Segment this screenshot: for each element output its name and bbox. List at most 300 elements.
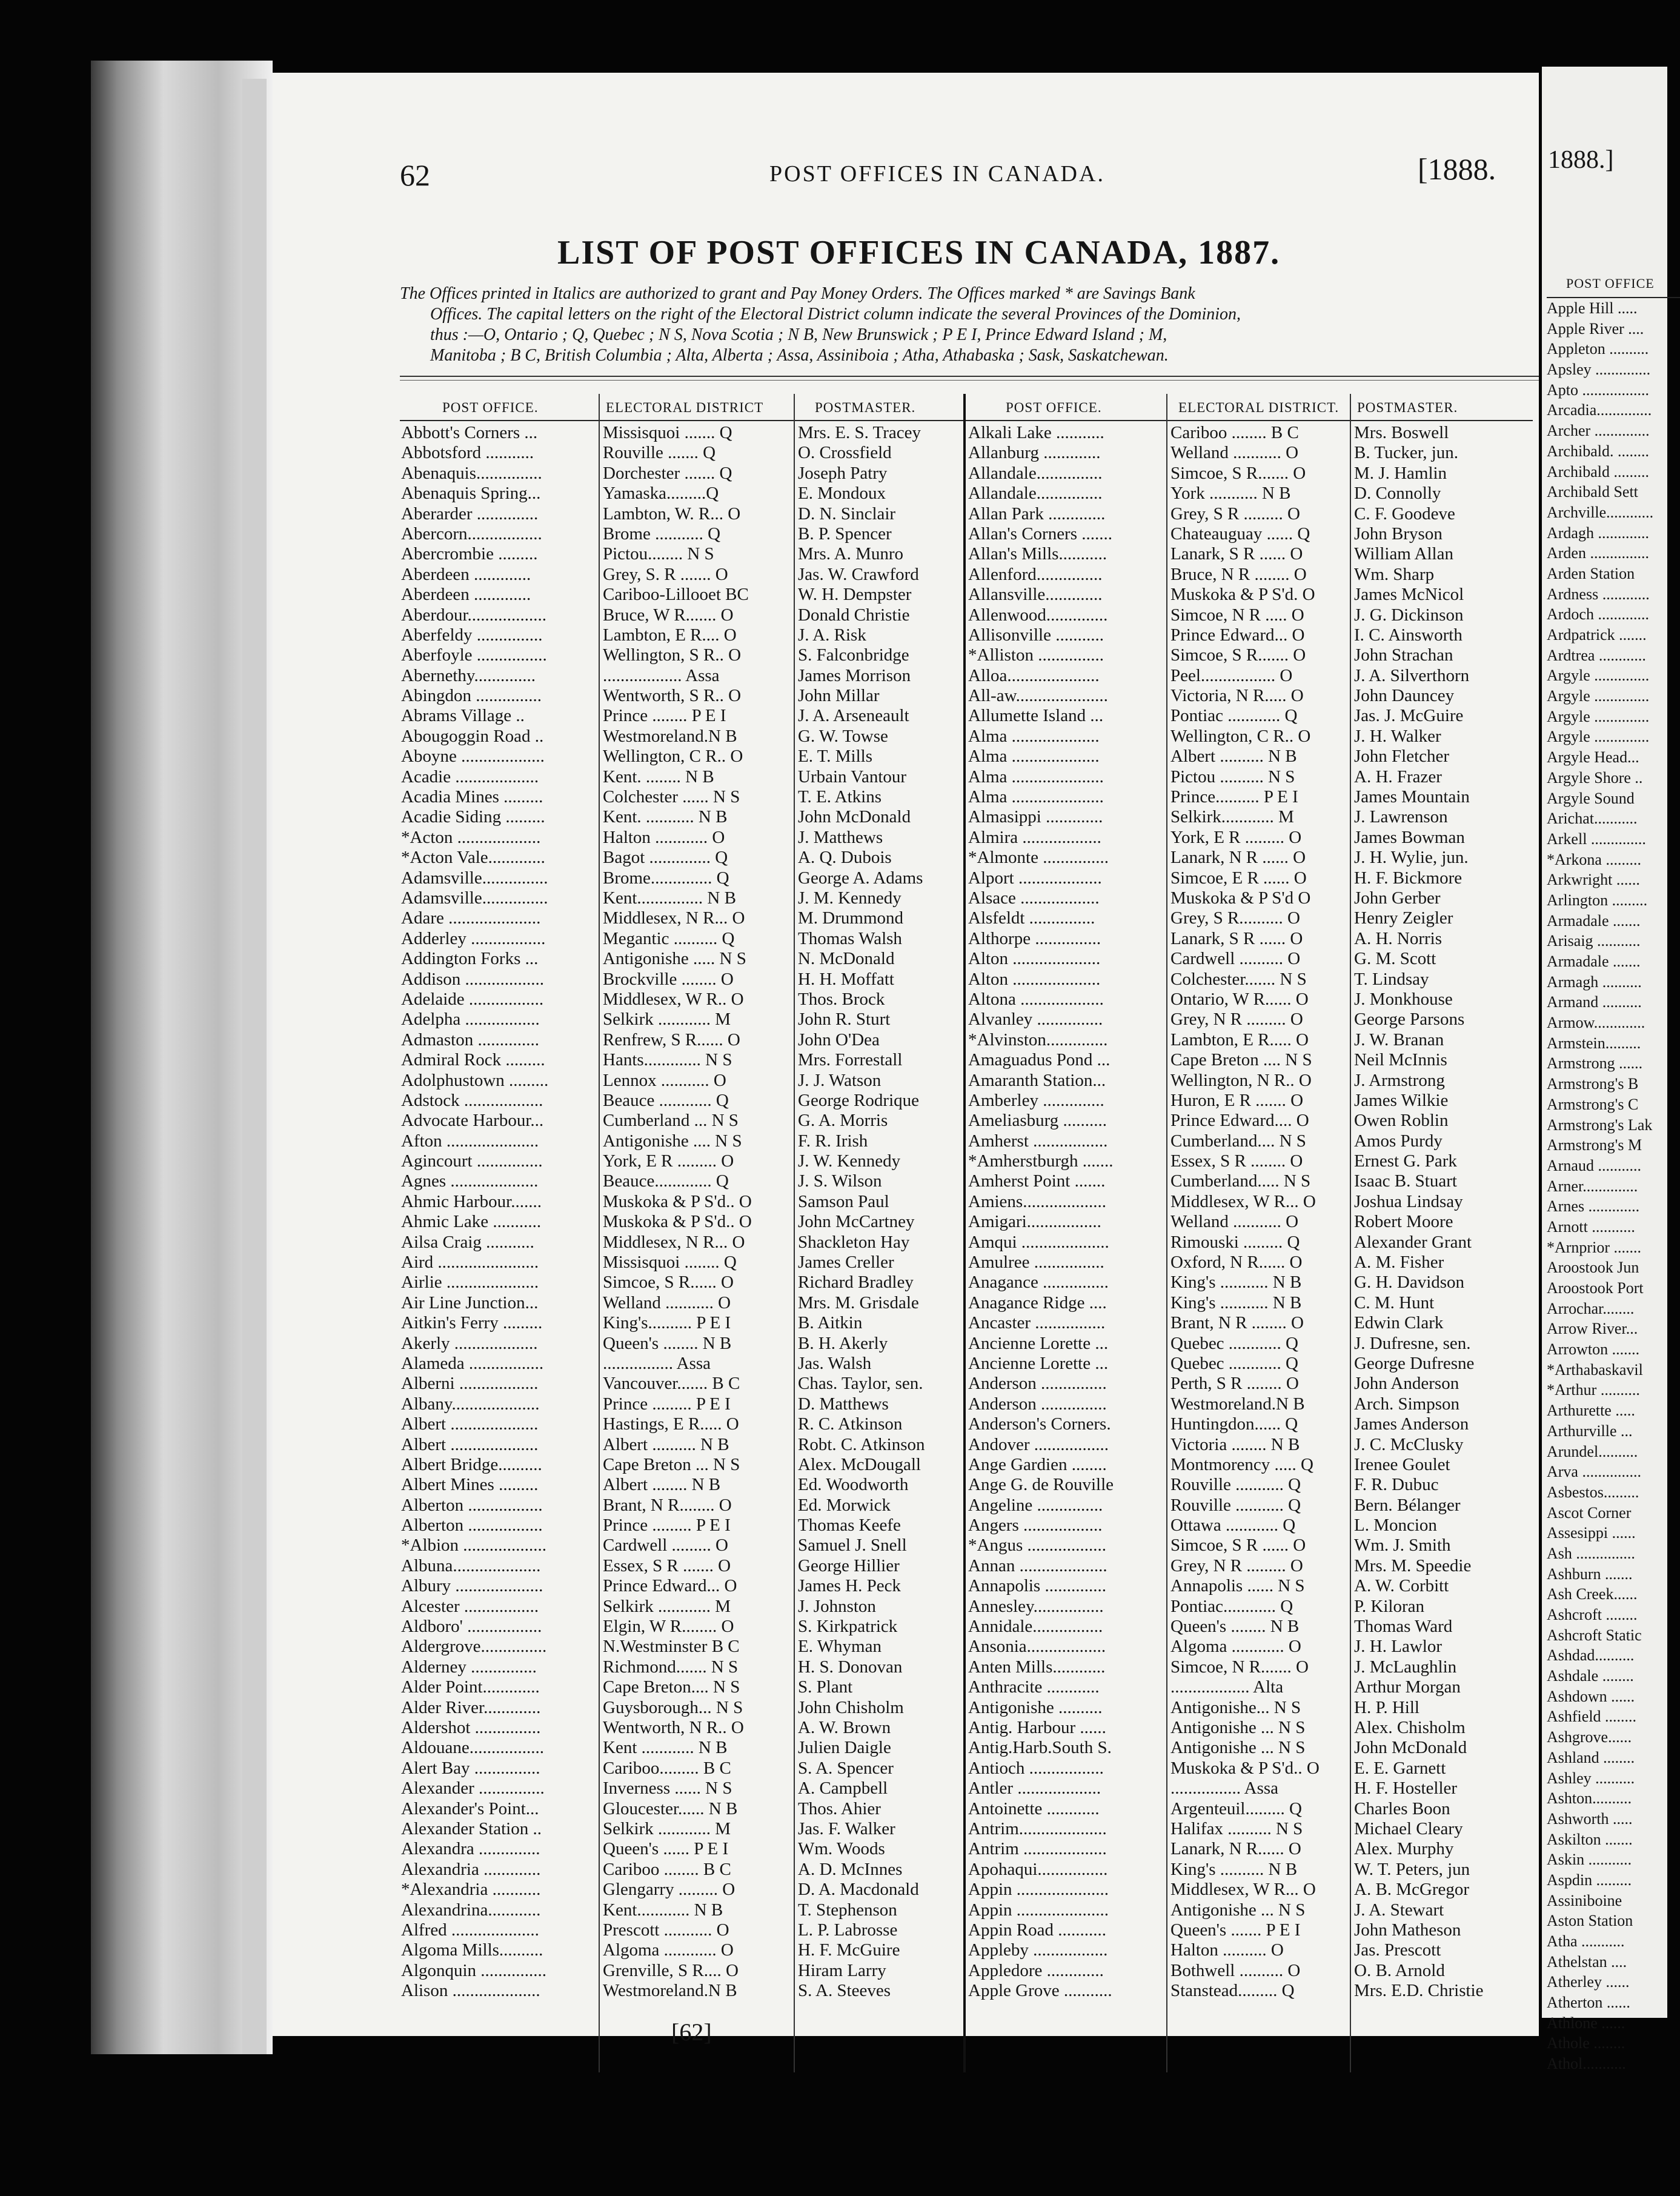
post-office-entry: Antrim.................... [968,1818,1107,1838]
postmaster-entry: T. Lindsay [1354,969,1429,989]
electoral-district-entry: Colchester ...... N S [603,787,740,807]
electoral-district-entry: Simcoe, S R...... O [603,1273,734,1293]
post-office-entry: Allan Park ............. [968,504,1106,524]
postmaster-entry: Alexander Grant [1354,1232,1472,1252]
electoral-district-entry: Muskoka & P S'd.. O [603,1191,752,1211]
post-office-entry: Allisonville ........... [968,625,1104,645]
post-office-entry: Anagance ............... [968,1273,1109,1293]
electoral-district-entry: Richmond....... N S [603,1657,739,1677]
electoral-district-entry: Middlesex, W R... O [1170,1191,1316,1211]
postmaster-entry: J. A. Stewart [1354,1900,1444,1920]
postmaster-entry: J. W. Branan [1354,1030,1444,1050]
electoral-district-entry: Prince.......... P E I [1170,787,1298,807]
next-page-post-office-column [1547,297,1680,2074]
postmaster-entry: B. P. Spencer [798,524,892,544]
electoral-district-entry: Welland ........... O [1170,443,1299,463]
next-page-entry: Assiniboine [1547,1891,1622,1909]
next-page-entry: Ash ............... [1547,1544,1635,1562]
electoral-district-entry: Ontario, W R...... O [1170,989,1309,1009]
postmaster-entry: C. M. Hunt [1354,1293,1435,1313]
postmaster-entry: Mrs. E.D. Christie [1354,1981,1484,2001]
postmaster-entry: John McDonald [798,807,911,827]
postmaster-entry: Jas. F. Walker [798,1818,895,1838]
electoral-district-entry: Pictou........ N S [603,544,714,564]
post-office-entry: Aberdeen ............. [401,564,531,584]
post-office-entry: Ancaster ................ [968,1313,1106,1333]
post-office-entry: Anderson ............... [968,1374,1107,1394]
electoral-district-entry: Gloucester...... N B [603,1798,738,1818]
electoral-district-entry: .................. Assa [603,665,720,685]
post-office-entry: Allan's Corners ....... [968,524,1113,544]
post-office-entry: Ahmic Harbour....... [401,1191,542,1211]
postmaster-entry: J. H. Wylie, jun. [1354,848,1469,868]
postmaster-entry: J. G. Dickinson [1354,605,1464,625]
postmaster-entry: B. Tucker, jun. [1354,443,1459,463]
postmaster-entry: Michael Cleary [1354,1818,1463,1838]
postmaster-entry: T. E. Atkins [798,787,882,807]
postmaster-entry: G. H. Davidson [1354,1273,1465,1293]
next-page-entry: Ashcroft Static [1547,1626,1642,1644]
column-divider-center [963,394,966,2072]
electoral-district-entry: Essex, S R ........ O [1170,1151,1303,1171]
post-office-entry: Adstock .................. [401,1090,543,1110]
next-page-entry: Armand .......... [1547,993,1642,1011]
postmaster-entry: Hiram Larry [798,1960,886,1980]
electoral-district-entry: Cardwell ......... O [603,1536,728,1556]
postmaster-entry: S. A. Steeves [798,1981,891,2001]
electoral-district-entry: Antigonishe... N S [1170,1697,1301,1717]
postmaster-entry: J. W. Kennedy [798,1151,901,1171]
electoral-district-entry: Huntingdon...... Q [1170,1414,1298,1434]
postmaster-entry: Neil McInnis [1354,1050,1447,1070]
post-office-entry: Anderson ............... [968,1394,1107,1414]
postmaster-entry: Thomas Walsh [798,928,902,948]
post-office-entry: Aberdour.................. [401,605,547,625]
post-office-entry: Albert .................... [401,1414,539,1434]
postmaster-entry: John Strachan [1354,645,1453,665]
postmaster-entry: H. P. Hill [1354,1697,1419,1717]
next-page-entry: Ashburn ....... [1547,1565,1633,1583]
post-office-entry: Ahmic Lake ........... [401,1212,542,1232]
col-header-post-office: POST OFFICE. [442,400,539,415]
post-office-entry: Amulree ................ [968,1253,1104,1273]
next-page-entry: Asbestos......... [1547,1483,1639,1501]
electoral-district-entry: Bothwell .......... O [1170,1960,1301,1980]
electoral-district-entry: Antigonishe ... N S [1170,1718,1306,1737]
postmaster-entry: D. Matthews [798,1394,889,1414]
post-office-entry: Alma .................... [968,726,1100,746]
electoral-district-entry: Brant, N R........ O [603,1495,732,1515]
post-office-entry: Abbott's Corners ... [401,423,538,442]
column-divider [1350,394,1351,2072]
intro-line: thus :—O, Ontario ; Q, Quebec ; N S, Nova Scotia ; N B, New Brunswick ; P E I, Prince Edward Island ; M, [430,325,1167,344]
electoral-district-entry: Cape Breton.... N S [603,1677,740,1697]
postmaster-entry: M. Drummond [798,908,903,928]
next-page-entry: Armadale ....... [1547,953,1641,970]
next-page-entry: Archibald. ........ [1547,442,1649,460]
post-office-entry: Antig. Harbour ...... [968,1718,1106,1737]
electoral-district-entry: Dorchester ....... Q [603,463,732,483]
post-office-entry: Alison .................... [401,1981,540,2001]
electoral-district-entry: Pontiac............ Q [1170,1596,1293,1616]
post-office-entry: Abrams Village .. [401,706,525,726]
postmaster-entry: John O'Dea [798,1030,880,1050]
post-office-entry: Ansonia.................. [968,1637,1106,1657]
next-page-entry: Athlone ...... [1547,2014,1625,2032]
electoral-district-entry: Lanark, N R...... O [1170,1839,1301,1859]
electoral-district-entry: Kent ............ N B [603,1738,728,1758]
column-divider [794,394,795,2072]
post-office-entry: Alloa..................... [968,665,1100,685]
intro-paragraph [400,284,1539,366]
electoral-district-entry: Grey, S R ......... O [1170,504,1301,524]
post-office-entry: Ange Gardien ........ [968,1454,1107,1474]
postmaster-entry: B. Aitkin [798,1313,863,1333]
next-page-entry: Arthurette ..... [1547,1402,1635,1420]
postmaster-entry: John Millar [798,686,880,706]
electoral-district-entry: Cariboo......... B C [603,1758,731,1778]
electoral-district-entry: Missisquoi ........ Q [603,1253,737,1273]
postmaster-entry: F. R. Dubuc [1354,1475,1439,1495]
postmaster-entry: Ed. Woodworth [798,1475,909,1495]
post-office-entry: Adare ..................... [401,908,541,928]
electoral-district-entry: Bruce, N R ........ O [1170,564,1307,584]
electoral-district-entry: Prescott ........... O [603,1920,729,1940]
right-district-column [1170,423,1347,2001]
electoral-district-entry: Antigonishe .... N S [603,1131,742,1151]
book-spine-edge [91,61,273,2054]
next-page-entry: Argyle .............. [1547,687,1650,705]
postmaster-entry: E. E. Garnett [1354,1758,1446,1778]
post-office-entry: Alberton ................. [401,1495,543,1515]
post-office-entry: Airlie ..................... [401,1273,539,1293]
postmaster-entry: William Allan [1354,544,1453,564]
post-office-entry: Antoinette ............ [968,1798,1100,1818]
post-office-entry: Aberfoyle ................ [401,645,547,665]
postmaster-entry: S. A. Spencer [798,1758,894,1778]
post-office-entry: Amiens................... [968,1191,1106,1211]
electoral-district-entry: Brome ........... Q [603,524,721,544]
postmaster-entry: L. P. Labrosse [798,1920,898,1940]
postmaster-entry: Jas. Walsh [798,1353,872,1373]
postmaster-entry: O. Crossfield [798,443,892,463]
next-page-entry: *Arkona ......... [1547,850,1641,868]
next-page-entry: Ashdad.......... [1547,1646,1635,1665]
next-page-entry: Argyle Head... [1547,748,1639,767]
postmaster-entry: J. H. Lawlor [1354,1637,1442,1657]
electoral-district-entry: Simcoe, N R....... O [1170,1657,1309,1677]
page-number: 62 [400,158,430,192]
next-page-entry: Aroostook Port [1547,1279,1644,1297]
next-page-entry: Ardoch ............. [1547,605,1649,624]
post-office-entry: Abougoggin Road .. [401,726,544,746]
postmaster-entry: J. Johnston [798,1596,876,1616]
postmaster-entry: Alex. Murphy [1354,1839,1454,1859]
postmaster-entry: Wm. J. Smith [1354,1536,1451,1556]
electoral-district-entry: Albert .......... N B [1170,747,1297,767]
post-office-entry: Alport ................... [968,868,1102,888]
postmaster-entry: T. Stephenson [798,1900,897,1920]
post-office-entry: Alder Point............. [401,1677,540,1697]
post-office-entry: Aitkin's Ferry ......... [401,1313,543,1333]
electoral-district-entry: Grey, S. R ....... O [603,564,728,584]
postmaster-entry: James H. Peck [798,1576,901,1596]
postmaster-entry: Mrs. M. Grisdale [798,1293,919,1313]
post-office-entry: Adamsville............... [401,868,548,888]
postmaster-entry: John Matheson [1354,1920,1461,1940]
post-office-entry: Alexander's Point... [401,1798,539,1818]
postmaster-entry: George Hillier [798,1556,900,1575]
post-office-entry: Alfred .................... [401,1920,539,1940]
electoral-district-entry: Muskoka & P S'd.. O [603,1212,752,1232]
next-page-entry: Ashdale ........ [1547,1667,1634,1685]
post-office-entry: *Acton Vale............. [401,848,545,868]
post-office-entry: Alexandria ............. [401,1859,541,1879]
next-page-entry: Arcadia.............. [1547,401,1652,419]
post-office-entry: Alkali Lake ........... [968,423,1104,442]
post-office-entry: Angeline ............... [968,1495,1103,1515]
electoral-district-entry: Queen's ...... P E I [603,1839,729,1859]
post-office-entry: Alberni .................. [401,1374,539,1394]
electoral-district-entry: Glengarry ......... O [603,1880,735,1900]
post-office-entry: *Acton ................... [401,827,541,847]
electoral-district-entry: Rouville ....... Q [603,443,716,463]
post-office-entry: Amigari................. [968,1212,1101,1232]
post-office-entry: Acadia Mines ......... [401,787,543,807]
next-page-entry: Assesippi ...... [1547,1524,1636,1542]
page-year: [1888. [1418,152,1496,186]
postmaster-entry: S. Plant [798,1677,853,1697]
post-office-entry: Amaranth Station... [968,1070,1106,1090]
next-page-entry: Arrow River... [1547,1320,1638,1338]
electoral-district-entry: Albert ........ N B [603,1475,721,1495]
next-page-entry: Aroostook Jun [1547,1259,1639,1277]
post-office-entry: Antler ................... [968,1778,1101,1798]
electoral-district-entry: Westmoreland.N B [1170,1394,1305,1414]
next-page-entry: Armow............. [1547,1014,1645,1032]
next-page-entry: *Arthabaskavil [1547,1360,1643,1379]
postmaster-entry: E. Mondoux [798,484,886,504]
electoral-district-entry: Bagot .............. Q [603,848,728,868]
postmaster-entry: J. C. McClusky [1354,1434,1464,1454]
next-page-entry: Ardpatrick ....... [1547,626,1647,644]
postmaster-entry: G. W. Towse [798,726,888,746]
header-rule-thin [400,380,1539,381]
postmaster-entry: George Parsons [1354,1010,1465,1030]
post-office-entry: Alsfeldt ............... [968,908,1095,928]
post-office-entry: Abercorn................. [401,524,542,544]
post-office-entry: Apple Grove ........... [968,1981,1112,2001]
post-office-entry: Aird ....................... [401,1253,539,1273]
postmaster-entry: I. C. Ainsworth [1354,625,1463,645]
post-office-entry: Appin ..................... [968,1880,1109,1900]
post-office-entry: Alton .................... [968,969,1101,989]
next-page-entry: Atha ........... [1547,1932,1625,1950]
postmaster-entry: A. W. Brown [798,1718,891,1737]
electoral-district-entry: Lanark, S R ...... O [1170,544,1303,564]
electoral-district-entry: Ottawa ............ Q [1170,1516,1296,1536]
next-page-entry: Appleton .......... [1547,340,1649,358]
post-office-entry: Alexandra .............. [401,1839,540,1859]
electoral-district-entry: Perth, S R ........ O [1170,1374,1299,1394]
electoral-district-entry: Cumberland..... N S [1170,1171,1311,1191]
electoral-district-entry: Brockville ........ O [603,969,734,989]
post-office-entry: Almira .................. [968,827,1101,847]
postmaster-entry: Owen Roblin [1354,1111,1449,1131]
post-office-entry: Alcester ................. [401,1596,539,1616]
electoral-district-entry: Huron, E R ....... O [1170,1090,1304,1110]
next-page-entry: Aspdin ......... [1547,1871,1632,1889]
next-page-entry: Arden Station [1547,564,1635,582]
next-page-entry: Arundel.......... [1547,1442,1638,1460]
post-office-entry: Addington Forks ... [401,949,539,969]
electoral-district-entry: Bruce, W R....... O [603,605,734,625]
post-office-entry: Algonquin ............... [401,1960,547,1980]
post-office-entry: Algoma Mills.......... [401,1940,543,1960]
electoral-district-entry: Beauce............. Q [603,1171,729,1191]
postmaster-entry: James Anderson [1354,1414,1469,1434]
post-office-entry: Allandale............... [968,484,1103,504]
electoral-district-entry: Selkirk............ M [1170,807,1294,827]
intro-line: Offices. The capital letters on the right of the Electoral District column indicate the several Provinces of the Dominion, [430,305,1241,324]
electoral-district-entry: Inverness ...... N S [603,1778,732,1798]
post-office-entry: Alderney ............... [401,1657,537,1677]
next-page-entry: Ashworth ..... [1547,1809,1633,1828]
next-page-entry: Ashland ........ [1547,1748,1635,1766]
post-office-entry: Acadie Siding ......... [401,807,545,827]
electoral-district-entry: Halton ............ O [603,827,725,847]
postmaster-entry: Bern. Bélanger [1354,1495,1461,1515]
electoral-district-entry: Grey, N R ......... O [1170,1556,1303,1575]
postmaster-entry: H. S. Donovan [798,1657,903,1677]
post-office-entry: Anten Mills............ [968,1657,1106,1677]
post-office-entry: Amherst ................. [968,1131,1108,1151]
next-page-entry: Ashdown ...... [1547,1687,1635,1705]
post-office-entry: Ange G. de Rouville [968,1475,1114,1495]
postmaster-entry: Alex. Chisholm [1354,1718,1466,1737]
electoral-district-entry: Lanark, S R ...... O [1170,928,1303,948]
next-page-entry: Ardtrea ............ [1547,646,1646,664]
electoral-district-entry: Grenville, S R.... O [603,1960,739,1980]
post-office-entry: Alameda ................. [401,1353,544,1373]
electoral-district-entry: Cumberland.... N S [1170,1131,1306,1151]
postmaster-entry: M. J. Hamlin [1354,463,1447,483]
col-header-postmaster-2: POSTMASTER. [1357,400,1458,415]
electoral-district-entry: King's .......... N B [1170,1859,1298,1879]
electoral-district-entry: Lambton, E R..... O [1170,1030,1309,1050]
next-page-entry: Askin ........... [1547,1851,1632,1869]
postmaster-entry: John Bryson [1354,524,1443,544]
postmaster-entry: J. Monkhouse [1354,989,1453,1009]
postmaster-entry: Thos. Ahier [798,1798,881,1818]
post-office-entry: Anagance Ridge .... [968,1293,1107,1313]
electoral-district-entry: Simcoe, N R ..... O [1170,605,1304,625]
next-page-entry: Arkell .............. [1547,830,1646,848]
electoral-district-entry: King's ........... N B [1170,1293,1302,1313]
post-office-entry: Albuna.................... [401,1556,541,1575]
post-office-entry: Addison .................. [401,969,545,989]
electoral-district-entry: Middlesex, W R... O [1170,1880,1316,1900]
next-page-entry: Armstrong's M [1547,1136,1642,1154]
postmaster-entry: A. H. Norris [1354,928,1442,948]
postmaster-entry: Julien Daigle [798,1738,891,1758]
electoral-district-entry: Muskoka & P S'd. O [1170,585,1315,605]
post-office-entry: Apohaqui................ [968,1859,1108,1879]
postmaster-entry: Arthur Morgan [1354,1677,1461,1697]
electoral-district-entry: Halifax .......... N S [1170,1818,1303,1838]
next-page-entry: Arthurville ... [1547,1422,1633,1440]
next-page-entry: Argyle Sound [1547,789,1635,807]
postmaster-entry: J. Dufresne, sen. [1354,1333,1471,1353]
next-page-entry: Armstrong's C [1547,1095,1639,1113]
postmaster-entry: Joseph Patry [798,463,888,483]
postmaster-entry: Thomas Ward [1354,1617,1453,1637]
electoral-district-entry: Grey, N R ......... O [1170,1010,1303,1030]
postmaster-entry: Wm. Sharp [1354,564,1435,584]
post-office-entry: Adelpha ................. [401,1010,540,1030]
next-page-entry: Ashcroft ........ [1547,1606,1638,1623]
postmaster-entry: John Gerber [1354,888,1441,908]
post-office-entry: Allanburg ............. [968,443,1101,463]
postmaster-entry: James Morrison [798,665,911,685]
postmaster-entry: J. A. Arseneault [798,706,909,726]
main-title: LIST OF POST OFFICES IN CANADA, 1887. [557,234,1281,271]
post-office-entry: Abingdon ............... [401,686,542,706]
postmaster-entry: J. A. Risk [798,625,866,645]
postmaster-entry: Robt. C. Atkinson [798,1434,925,1454]
postmaster-entry: O. B. Arnold [1354,1960,1445,1980]
electoral-district-entry: York ........... N B [1170,484,1291,504]
post-office-entry: Angers .................. [968,1516,1103,1536]
electoral-district-entry: Wellington, C R.. O [603,747,743,767]
post-office-entry: *Alliston ............... [968,645,1104,665]
electoral-district-entry: Essex, S R ....... O [603,1556,731,1575]
postmaster-entry: James Mountain [1354,787,1470,807]
postmaster-entry: Donald Christie [798,605,910,625]
post-office-entry: Andover ................. [968,1434,1109,1454]
electoral-district-entry: Algoma ............ O [603,1940,734,1960]
electoral-district-entry: Vancouver....... B C [603,1374,740,1394]
post-office-entry: Albany.................... [401,1394,540,1414]
electoral-district-entry: Elgin, W R........ O [603,1617,734,1637]
electoral-district-entry: Lanark, N R ...... O [1170,848,1306,868]
post-office-entry: Albert .................... [401,1434,539,1454]
postmaster-entry: C. F. Goodeve [1354,504,1455,524]
postmaster-entry: Chas. Taylor, sen. [798,1374,923,1394]
next-page-entry: Armadale ....... [1547,911,1641,930]
postmaster-entry: H. F. McGuire [798,1940,900,1960]
electoral-district-entry: Montmorency ..... Q [1170,1454,1313,1474]
post-office-entry: *Angus .................. [968,1536,1106,1556]
post-office-entry: Agincourt ............... [401,1151,543,1171]
post-office-entry: Albert Bridge.......... [401,1454,542,1474]
next-page-entry: *Arnprior ....... [1547,1238,1641,1256]
next-page-entry: Atherton ...... [1547,1994,1630,2012]
next-page-year: 1888.] [1548,146,1614,174]
post-office-entry: Abercrombie ......... [401,544,538,564]
electoral-district-entry: Megantic .......... Q [603,928,735,948]
postmaster-entry: J. M. Kennedy [798,888,901,908]
postmaster-entry: P. Kiloran [1354,1596,1424,1616]
postmaster-entry: Mrs. Forrestall [798,1050,903,1070]
intro-line: The Offices printed in Italics are authorized to grant and Pay Money Orders. The Offices marked * are Savings Bank [400,284,1195,303]
postmaster-entry: John McCartney [798,1212,915,1232]
electoral-district-entry: Rouville ........... Q [1170,1475,1301,1495]
post-office-entry: Antioch ................. [968,1758,1104,1778]
electoral-district-entry: Lambton, E R.... O [603,625,737,645]
postmaster-entry: D. N. Sinclair [798,504,896,524]
post-office-entry: Allansville............. [968,585,1103,605]
